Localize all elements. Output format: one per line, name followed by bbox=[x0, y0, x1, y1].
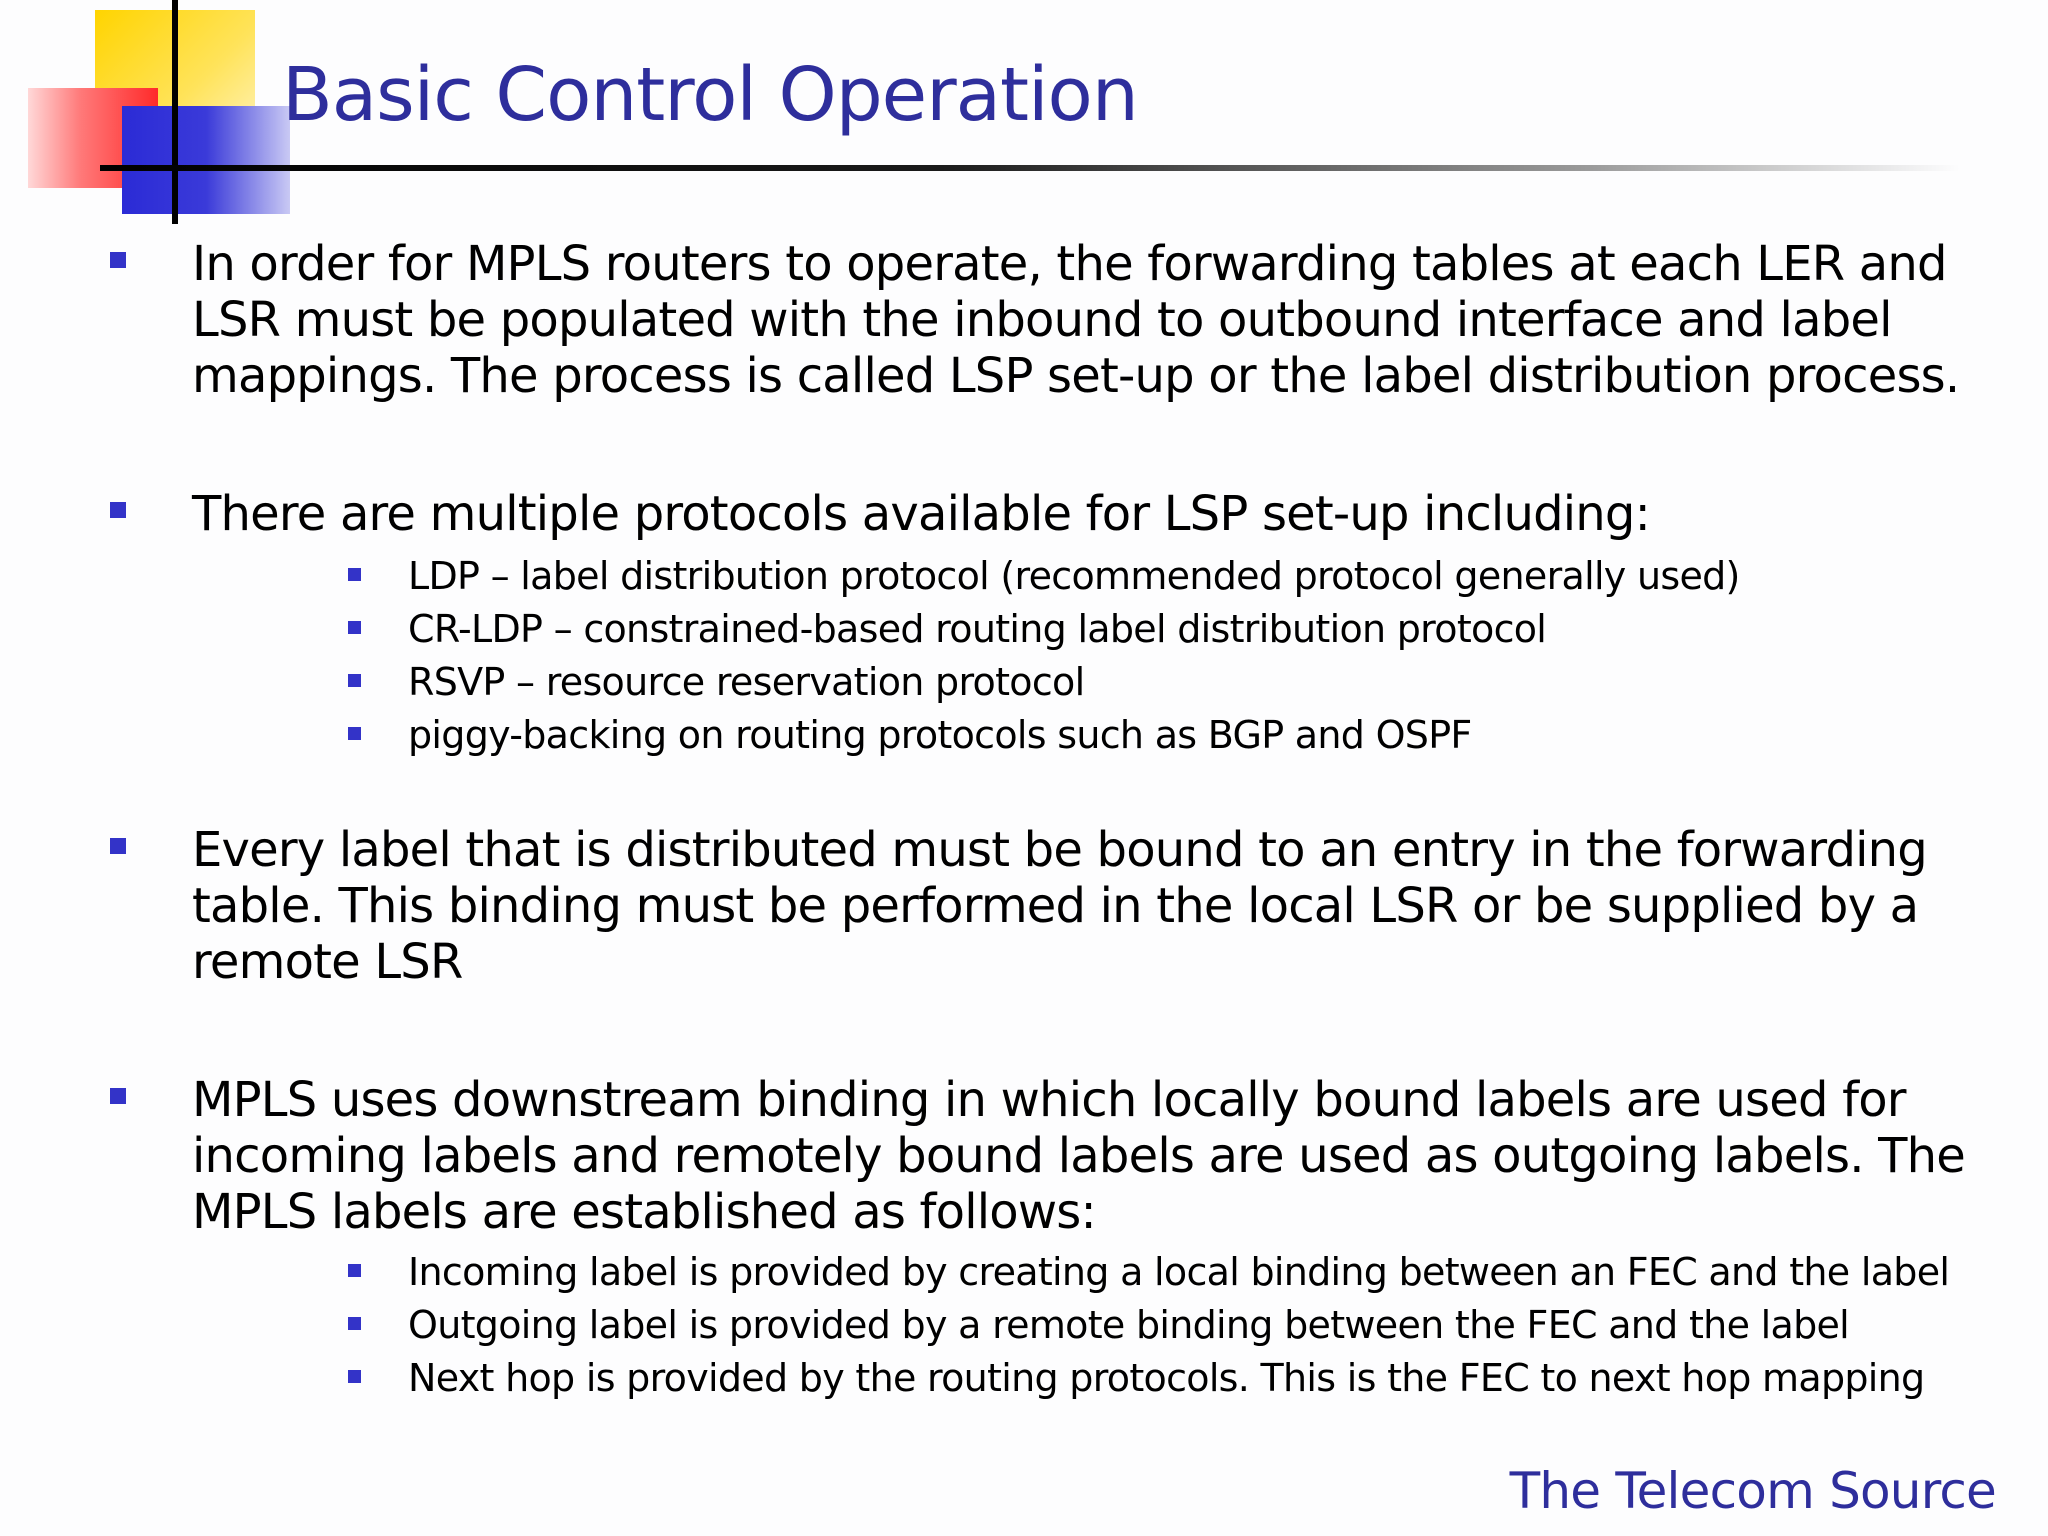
sub-bullet-square-icon bbox=[348, 674, 361, 687]
sub-bullet-square-icon bbox=[348, 568, 361, 581]
sub-bullet-square-icon bbox=[348, 1264, 361, 1277]
sub-bullet-text: Incoming label is provided by creating a local binding between an FEC and the label bbox=[408, 1250, 1950, 1294]
bullet-text: MPLS uses downstream binding in which locally bound labels are used for incoming labels and remotely bound labels are used as outgoing labels. The MPLS labels are established as follows: bbox=[192, 1072, 1965, 1240]
bullet-text: In order for MPLS routers to operate, the forwarding tables at each LER and LSR must be populated with the inbound to outbound interface and label mappings. The process is called LSP set-up or the label distribution process. bbox=[192, 236, 1960, 404]
footer-source: The Telecom Source bbox=[1509, 1462, 1996, 1520]
slide-title: Basic Control Operation bbox=[282, 52, 1138, 138]
logo-blue-square bbox=[122, 106, 290, 214]
sub-bullet-text: piggy-backing on routing protocols such as BGP and OSPF bbox=[408, 713, 1472, 757]
bullet-text: Every label that is distributed must be bound to an entry in the forwarding table. This binding must be performed in the local LSR or be supplied by a remote LSR bbox=[192, 822, 1927, 990]
sub-bullet-square-icon bbox=[348, 621, 361, 634]
bullet-square-icon bbox=[110, 1088, 126, 1104]
sub-bullet-text: CR-LDP – constrained-based routing label distribution protocol bbox=[408, 607, 1547, 651]
sub-bullet-text: Next hop is provided by the routing protocols. This is the FEC to next hop mapping bbox=[408, 1356, 1925, 1400]
bullet-text: There are multiple protocols available for LSP set-up including: bbox=[192, 486, 1650, 542]
sub-bullet-square-icon bbox=[348, 1317, 361, 1330]
bullet-square-icon bbox=[110, 502, 126, 518]
sub-bullet-text: RSVP – resource reservation protocol bbox=[408, 660, 1085, 704]
sub-bullet-square-icon bbox=[348, 1370, 361, 1383]
sub-bullet-text: Outgoing label is provided by a remote binding between the FEC and the label bbox=[408, 1303, 1850, 1347]
sub-bullet-text: LDP – label distribution protocol (recommended protocol generally used) bbox=[408, 554, 1740, 598]
bullet-square-icon bbox=[110, 838, 126, 854]
sub-bullet-square-icon bbox=[348, 727, 361, 740]
logo-vertical-line bbox=[172, 0, 178, 224]
title-underline bbox=[100, 165, 1960, 171]
bullet-square-icon bbox=[110, 252, 126, 268]
